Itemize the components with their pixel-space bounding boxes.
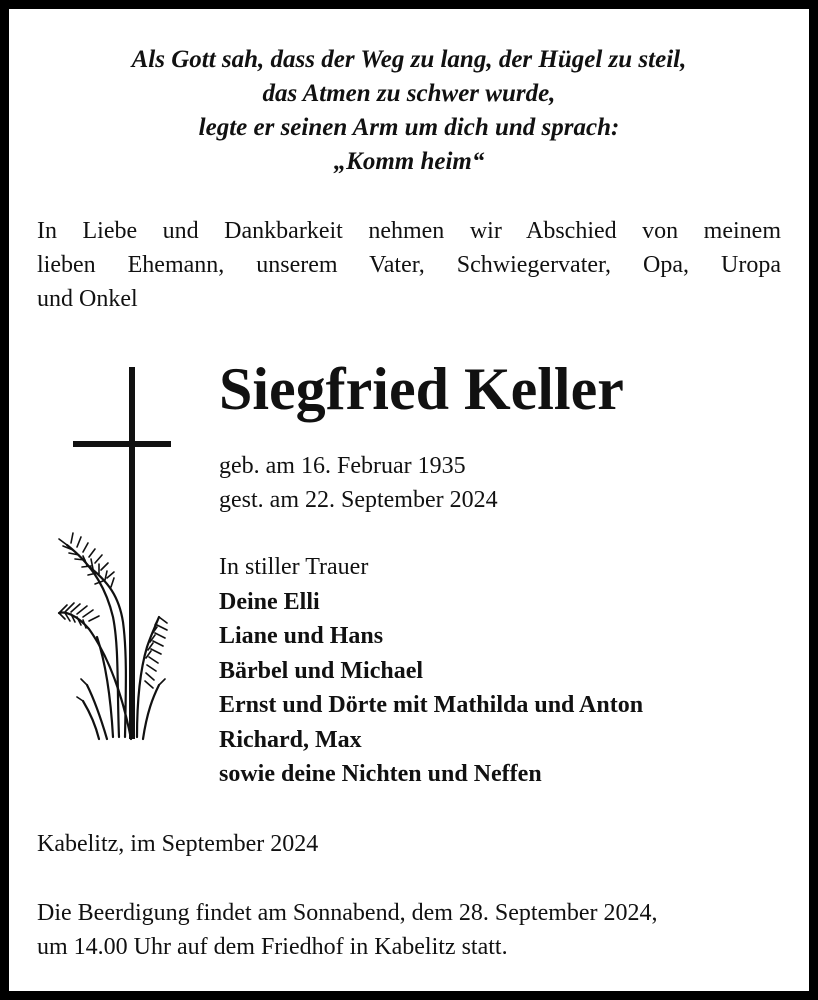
intro-text <box>37 214 781 316</box>
obituary-notice <box>9 9 809 991</box>
poem-line: Als Gott sah, dass der Weg zu lang, der Hügel zu steil, <box>131 46 687 73</box>
funeral-line: um 14.00 Uhr auf dem Friedhof in Kabelitz statt. <box>37 934 508 960</box>
mourner-name: Richard, Max <box>219 726 362 753</box>
poem-line: „Komm heim“ <box>333 148 485 175</box>
intro-line: und Onkel <box>37 286 138 312</box>
life-dates <box>219 449 498 517</box>
poem-line: legte er seinen Arm um dich und sprach: <box>198 114 620 141</box>
poem <box>9 43 809 179</box>
mourners-heading: In stiller Trauer <box>219 554 369 580</box>
intro-line: lieben Ehemann, unserem Vater, Schwiegervater, Opa, Uropa <box>37 252 781 278</box>
mourner-name: Bärbel und Michael <box>219 657 424 684</box>
funeral-info <box>37 896 658 964</box>
cross-with-wheat-icon <box>47 367 177 742</box>
mourner-name: Deine Elli <box>219 588 320 615</box>
mourners-block <box>219 550 643 792</box>
place-date: Kabelitz, im September 2024 <box>37 831 319 857</box>
mourner-name: Ernst und Dörte mit Mathilda und Anton <box>219 692 644 718</box>
mourner-name: Liane und Hans <box>219 623 384 649</box>
death-date: gest. am 22. September 2024 <box>219 487 498 513</box>
mourner-name: sowie deine Nichten und Neffen <box>219 761 542 787</box>
birth-date: geb. am 16. Februar 1935 <box>219 453 466 479</box>
poem-line: das Atmen zu schwer wurde, <box>262 80 556 107</box>
funeral-line: Die Beerdigung findet am Sonnabend, dem 28. September 2024, <box>37 900 658 926</box>
intro-line: In Liebe und Dankbarkeit nehmen wir Abschied von meinem <box>37 218 781 244</box>
deceased-name: Siegfried Keller <box>219 356 624 422</box>
